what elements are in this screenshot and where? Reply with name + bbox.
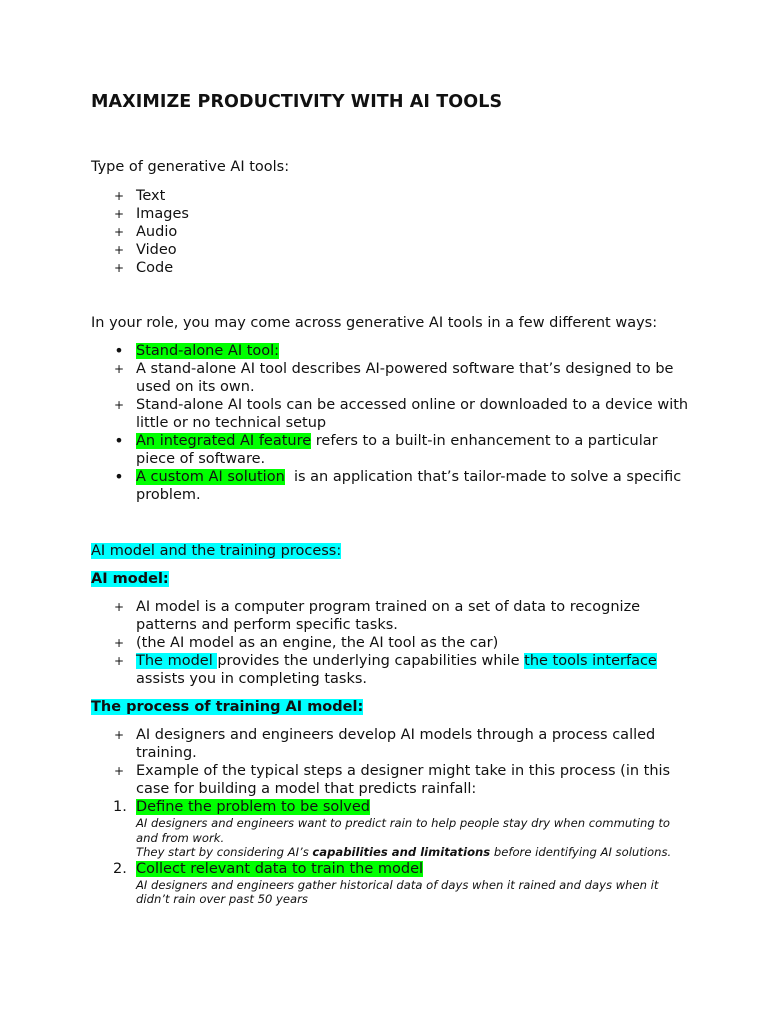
plus-marker: + <box>113 764 125 778</box>
plus-marker: + <box>113 654 125 668</box>
model-list <box>91 598 691 688</box>
step-number: 2. <box>113 860 127 877</box>
step-note: AI designers and engineers want to predict rain to help people stay dry when commuting to and from work. <box>136 816 671 845</box>
model-section-heading: AI model and the training process: <box>91 543 342 559</box>
training-steps <box>91 798 691 907</box>
list-item: • A custom AI solution is an application that’s tailor-made to solve a specific problem. <box>91 468 691 504</box>
types-intro: Type of generative AI tools: <box>91 159 290 175</box>
list-item: + AI model is a computer program trained on a set of data to recognize patterns and perform specific tasks. <box>113 599 641 633</box>
list-item: + Code <box>113 260 174 276</box>
list-item: + Images <box>113 206 189 222</box>
document-title: MAXIMIZE PRODUCTIVITY WITH AI TOOLS <box>91 92 503 112</box>
bullet-marker: • <box>114 431 124 450</box>
ways-intro: In your role, you may come across generative AI tools in a few different ways: <box>91 315 658 331</box>
list-item: + Audio <box>113 224 178 240</box>
highlight-tools-interface: the tools interface <box>524 653 657 669</box>
list-item: + (the AI model as an engine, the AI tool as the car) <box>113 635 499 651</box>
plus-marker: + <box>113 189 125 203</box>
training-list <box>91 726 691 798</box>
list-item: + Video <box>113 242 177 258</box>
plus-marker: + <box>113 728 125 742</box>
plus-marker: + <box>113 600 125 614</box>
model-subheading: AI model: <box>91 571 169 587</box>
plus-marker: + <box>113 225 125 239</box>
step-note: They start by considering AI’s capabilities and limitations before identifying AI solutions. <box>136 845 672 860</box>
plus-marker: + <box>113 243 125 257</box>
highlight-integrated: An integrated AI feature <box>136 433 312 449</box>
highlight-custom: A custom AI solution <box>136 469 285 485</box>
list-item: + Example of the typical steps a designer might take in this process (in this case for building a model that predicts rainfall: <box>113 763 671 797</box>
plus-marker: + <box>113 261 125 275</box>
list-item <box>91 342 691 360</box>
list-item: + AI designers and engineers develop AI models through a process called training. <box>113 727 656 761</box>
training-heading: The process of training AI model: <box>91 699 364 715</box>
list-item: + The model provides the underlying capabilities while the tools interface assists you in completing tasks. <box>113 653 657 687</box>
bullet-marker: • <box>114 467 124 486</box>
list-item: + Text <box>113 188 166 204</box>
step-label: Define the problem to be solved <box>136 799 371 815</box>
step-number: 1. <box>113 799 127 815</box>
list-item: • An integrated AI feature refers to a built-in enhancement to a particular piece of software. <box>91 432 691 468</box>
list-item: + A stand-alone AI tool describes AI-powered software that’s designed to be used on its own. <box>113 361 674 395</box>
step-item <box>91 860 691 907</box>
step-label: Collect relevant data to train the model <box>136 860 424 877</box>
plus-marker: + <box>113 362 125 376</box>
plus-marker: + <box>113 207 125 221</box>
highlight-model: The model <box>136 653 218 669</box>
ways-list <box>91 342 691 504</box>
plus-marker: + <box>113 398 125 412</box>
plus-marker: + <box>113 636 125 650</box>
types-list <box>91 187 691 277</box>
list-item: + Stand-alone AI tools can be accessed online or downloaded to a device with little or no technical setup <box>113 397 689 431</box>
step-note: AI designers and engineers gather historical data of days when it rained and days when it didn’t rain over past 50 years <box>136 877 659 907</box>
bullet-marker: • <box>114 341 124 360</box>
highlight-standalone: Stand-alone AI tool: <box>136 343 280 359</box>
step-item <box>91 798 691 860</box>
